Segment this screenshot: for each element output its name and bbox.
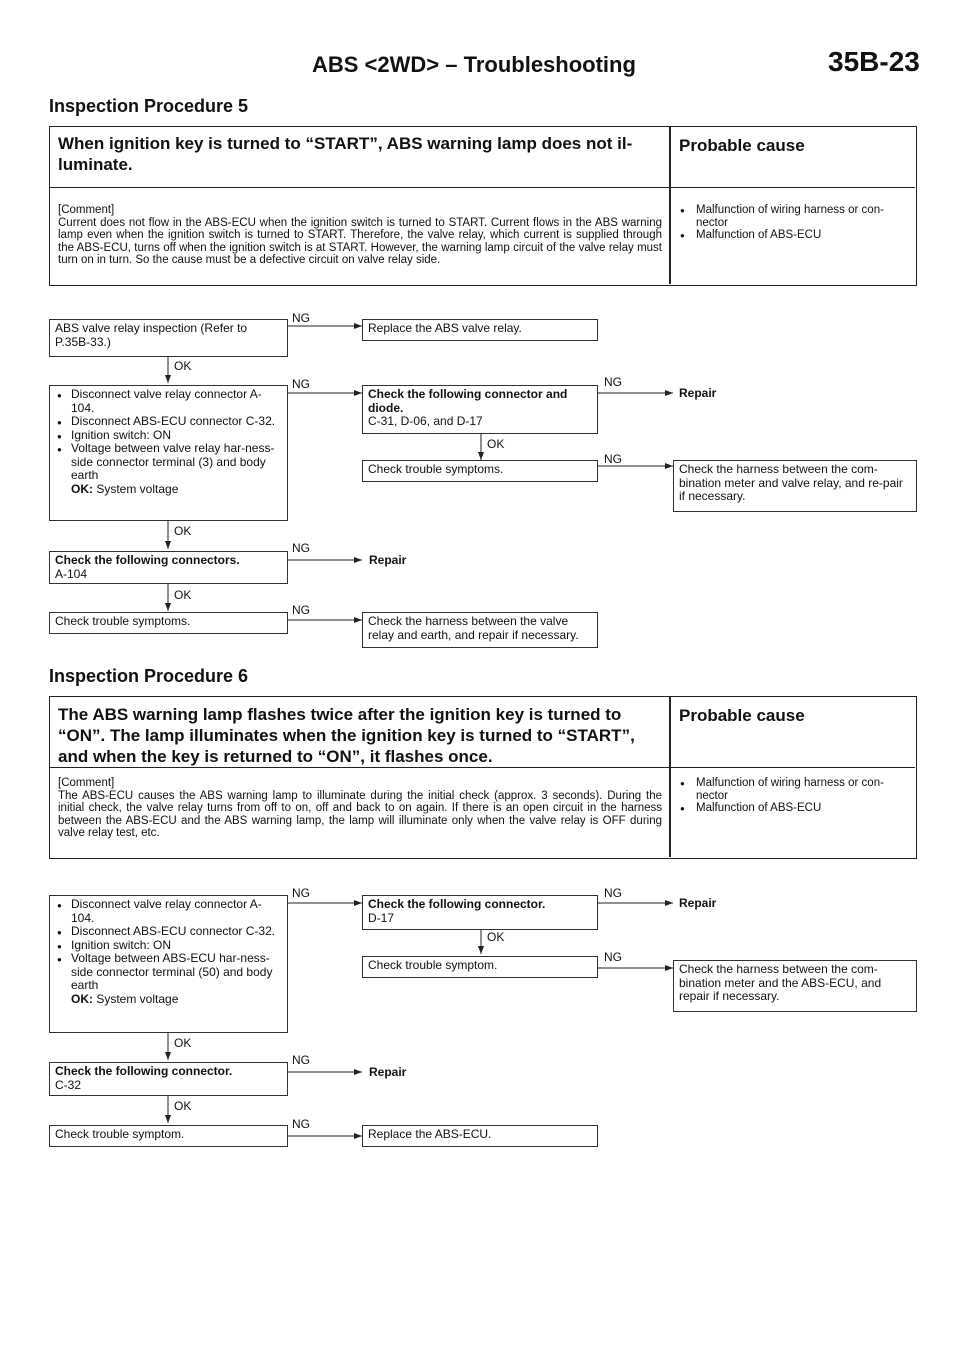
ng-label: NG [292, 541, 310, 555]
ok-criteria-label: OK: [71, 481, 93, 496]
cause-item: ● Malfunction of ABS-ECU [696, 229, 910, 242]
ng-label: NG [292, 603, 310, 617]
flow-step-voltage-check [49, 895, 288, 1033]
procedure-6-title: Inspection Procedure 6 [49, 666, 249, 686]
flow-step-repair: Repair [679, 386, 717, 400]
ok-criteria-value: System voltage [96, 481, 179, 496]
cause-item: ● Malfunction of ABS-ECU [696, 802, 910, 815]
procedure-5-title: Inspection Procedure 5 [49, 96, 249, 116]
flow-step-check-connector-c32 [49, 1062, 288, 1096]
comment-text: The ABS-ECU causes the ABS warning lamp to illuminate during the initial check (approx. 3 seconds). During the initial check, the valve relay turns from off to on, off and back to on again. If there is an open circuit in the harness between the ABS-ECU and the ABS warning lamp, the lamp will illuminate only when the valve relay is OFF during valve relay test, etc. [58, 789, 662, 839]
ok-label: OK [174, 1099, 192, 1113]
step-detail: C-32 [55, 1077, 82, 1092]
flow-step-replace-valve-relay: Replace the ABS valve relay. [362, 319, 598, 341]
flow-step-repair: Repair [369, 1065, 407, 1079]
check-item: ● Ignition switch: ON [71, 429, 282, 443]
ok-label: OK [174, 359, 192, 373]
ok-label: OK [174, 524, 192, 538]
check-item: ● Voltage between valve relay har-ness-side connector terminal (3) and body earth [71, 442, 282, 483]
ok-criteria-value: System voltage [96, 991, 179, 1006]
ng-label: NG [292, 1053, 310, 1067]
ok-label: OK [174, 588, 192, 602]
procedure-6-cause-header: Probable cause [679, 706, 805, 725]
cause-item: ● Malfunction of wiring harness or con-nector [696, 777, 910, 802]
procedure-5-cause-header: Probable cause [679, 136, 805, 155]
flow-step-repair: Repair [679, 896, 717, 910]
ok-label: OK [487, 437, 505, 451]
check-item: ● Disconnect ABS-ECU connector C-32. [71, 415, 282, 429]
flow-step-check-harness-meter-ecu: Check the harness between the com-bination meter and the ABS-ECU, and repair if necessary. [673, 960, 917, 1012]
check-item: ● Disconnect valve relay connector A-104. [71, 898, 282, 925]
ng-label: NG [604, 375, 622, 389]
ng-label: NG [604, 452, 622, 466]
flow-step-check-trouble-symptoms: Check trouble symptoms. [49, 612, 288, 634]
ok-label: OK [487, 930, 505, 944]
ng-label: NG [604, 886, 622, 900]
step-detail: D-17 [368, 910, 395, 925]
step-detail: A-104 [55, 566, 88, 581]
comment-text: Current does not flow in the ABS-ECU when the ignition switch is turned to START. Current flows in the ABS warning lamp even when the ignition switch is turned to START. Therefore, the valve relay, which current is supplied through the ABS-ECU, turns off when the ignition switch is at START. However, the warning lamp circuit of the valve relay must turn on in turn. So the cause must be a defective circuit on valve relay side. [58, 216, 662, 266]
cause-item: ● Malfunction of wiring harness or con-nector [696, 204, 910, 229]
comment-label: [Comment] [58, 777, 115, 789]
check-item: ● Disconnect ABS-ECU connector C-32. [71, 925, 282, 939]
ng-label: NG [292, 886, 310, 900]
ng-label: NG [292, 311, 310, 325]
step-title: Check the following connector. [368, 897, 546, 911]
check-item: ● Ignition switch: ON [71, 939, 282, 953]
flow-step-valve-relay-inspection: ABS valve relay inspection (Refer to P.35B-33.) [49, 319, 288, 357]
flow-step-check-trouble-symptom: Check trouble symptom. [362, 956, 598, 978]
step-title: Check the following connectors. [55, 553, 240, 567]
comment-label: [Comment] [58, 204, 115, 216]
flow-step-replace-abs-ecu: Replace the ABS-ECU. [362, 1125, 598, 1147]
page-header-title: ABS <2WD> – Troubleshooting [312, 52, 636, 77]
check-item: ● Disconnect valve relay connector A-104. [71, 388, 282, 415]
procedure-6-symptom: The ABS warning lamp flashes twice after the ignition key is turned to “ON”. The lamp illuminates when the ignition key is turned to “START”, and when the key is returned to “ON”, it flashes once. [58, 705, 635, 766]
flow-step-check-trouble-symptom: Check trouble symptom. [49, 1125, 288, 1147]
step-title: Check the following connector and diode. [368, 387, 568, 415]
ng-label: NG [292, 377, 310, 391]
step-detail: C-31, D-06, and D-17 [368, 414, 483, 428]
flow-step-check-harness-relay-earth: Check the harness between the valve relay and earth, and repair if necessary. [362, 612, 598, 648]
step-title: Check the following connector. [55, 1064, 233, 1078]
flow-step-repair: Repair [369, 553, 407, 567]
procedure-5-symptom: When ignition key is turned to “START”, ABS warning lamp does not il-luminate. [58, 134, 633, 174]
ng-label: NG [604, 950, 622, 964]
flow-step-check-trouble-symptoms: Check trouble symptoms. [362, 460, 598, 482]
flow-step-check-connector-d17 [362, 895, 598, 930]
ok-label: OK [174, 1036, 192, 1050]
check-item: ● Voltage between ABS-ECU har-ness-side connector terminal (50) and body earth [71, 952, 282, 993]
page-number: 35B-23 [828, 46, 920, 77]
ok-criteria-label: OK: [71, 991, 93, 1006]
ng-label: NG [292, 1117, 310, 1131]
flow-step-check-harness-meter-relay: Check the harness between the com-bination meter and valve relay, and re-pair if necessary. [673, 460, 917, 512]
